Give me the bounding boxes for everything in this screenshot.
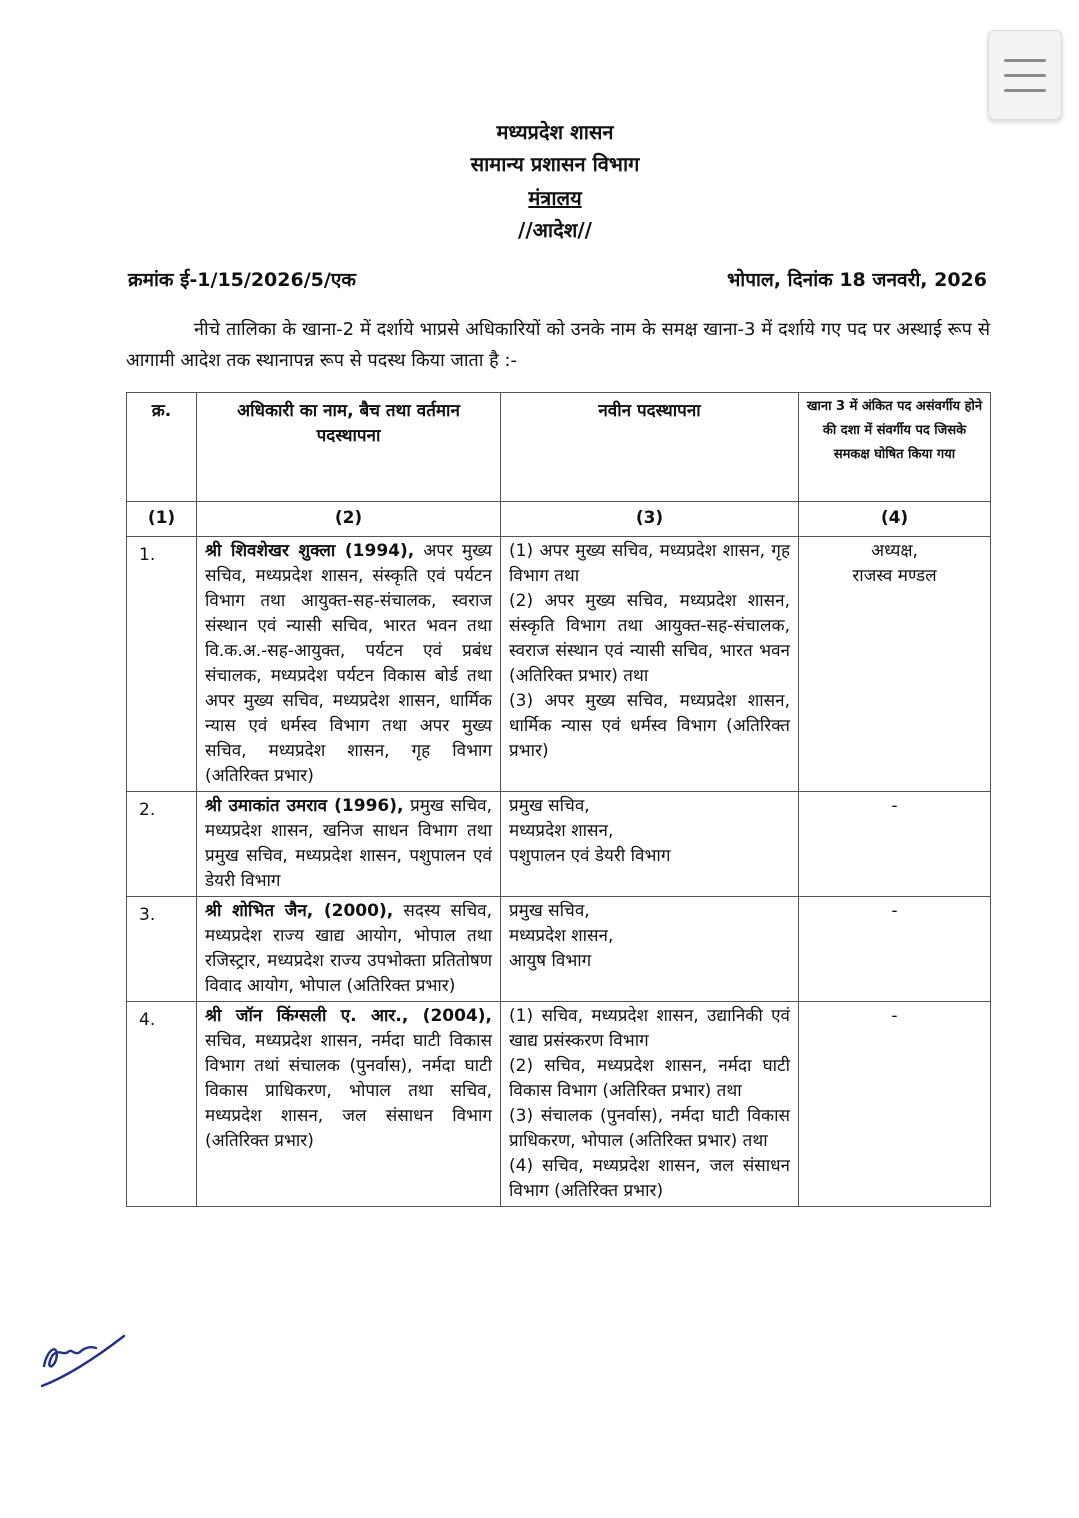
new-posting-item: पशुपालन एवं डेयरी विभाग [509,846,671,866]
new-posting-cell [501,792,799,897]
new-posting-item: (4) सचिव, मध्यप्रदेश शासन, जल संसाधन विभाग (अतिरिक्त प्रभार) [509,1156,790,1201]
menu-line [1004,74,1046,77]
row-serial: 2. [127,792,197,897]
table-header-row [127,393,991,502]
header-officer: अधिकारी का नाम, बैच तथा वर्तमान पदस्थापना [197,393,501,502]
officer-cell [197,792,501,897]
table-row [127,897,991,1002]
row-serial: 4. [127,1002,197,1207]
order-intro-paragraph: नीचे तालिका के खाना-2 में दर्शाये भाप्रसे अधिकारियों को उनके नाम के समक्ष खाना-3 में दर्शाये गए पद पर अस्थाई रूप से आगामी आदेश तक स्थानापन्न रूप से पदस्थ किया जाता है :- [126,319,990,371]
officer-current-posting: प्रमुख सचिव, मध्यप्रदेश शासन, खनिज साधन विभाग तथा प्रमुख सचिव, मध्यप्रदेश शासन, पशुपालन एवं डेयरी विभाग [205,796,492,891]
new-posting-item: प्रमुख सचिव, [509,901,590,921]
table-row [127,1002,991,1207]
officer-current-posting: अपर मुख्य सचिव, मध्यप्रदेश शासन, संस्कृति एवं पर्यटन विभाग तथा आयुक्त-सह-संचालक, स्वराज संस्थान एवं न्यासी सचिव, भारत भवन तथा वि.क.अ.-सह-आयुक्त, पर्यटन एवं प्रबंध संचालक, मध्यप्रदेश पर्यटन विकास बोर्ड तथा अपर मुख्य सचिव, मध्यप्रदेश शासन, धार्मिक न्यास एवं धर्मस्व विभाग तथा अपर मुख्य सचिव, मध्यप्रदेश शासन, गृह विभाग (अतिरिक्त प्रभार) [205,541,492,786]
new-posting-item: (3) अपर मुख्य सचिव, मध्यप्रदेश शासन, धार्मिक न्यास एवं धर्मस्व विभाग (अतिरिक्त प्रभार) [509,691,790,761]
equivalent-post-line: - [891,901,898,921]
row-serial: 1. [127,537,197,792]
column-number: (3) [501,502,799,537]
officer-cell [197,537,501,792]
handwritten-signature-icon [38,1326,128,1390]
officer-name: श्री जॉन किंग्सली ए. आर., (2004), [205,1006,492,1026]
officer-name: श्री शिवशेखर शुक्ला (1994), [205,541,415,561]
column-number: (1) [127,502,197,537]
officer-current-posting: सदस्य सचिव, मध्यप्रदेश राज्य खाद्य आयोग, भोपाल तथा रजिस्ट्रार, मध्यप्रदेश राज्य उपभोक्ता प्रतितोषण विवाद आयोग, भोपाल (अतिरिक्त प्रभार) [205,901,492,996]
officer-name: श्री शोभित जैन, (2000), [205,901,394,921]
equivalent-post-cell [799,792,991,897]
equivalent-post-line: - [891,796,898,816]
table-row [127,792,991,897]
officer-cell [197,897,501,1002]
order-title: //आदेश// [518,218,592,242]
ministry-title: मंत्रालय [528,186,582,210]
new-posting-cell [501,1002,799,1207]
new-posting-item: (1) अपर मुख्य सचिव, मध्यप्रदेश शासन, गृह विभाग तथा [509,541,790,586]
column-number: (4) [799,502,991,537]
table-row [127,537,991,792]
new-posting-item: (2) अपर मुख्य सचिव, मध्यप्रदेश शासन, संस्कृति विभाग तथा आयुक्त-सह-संचालक, स्वराज संस्थान एवं न्यासी सचिव, भारत भवन (अतिरिक्त प्रभार) तथा [509,591,790,686]
equivalent-post-line: - [891,1006,898,1026]
order-ref-number: क्रमांक ई-1/15/2026/5/एक [128,269,356,291]
equivalent-post-line: राजस्व मण्डल [852,566,937,586]
row-serial: 3. [127,897,197,1002]
new-posting-item: (2) सचिव, मध्यप्रदेश शासन, नर्मदा घाटी विकास विभाग (अतिरिक्त प्रभार) तथा [509,1056,790,1101]
menu-line [1004,59,1046,62]
new-posting-item: (1) सचिव, मध्यप्रदेश शासन, उद्यानिकी एवं खाद्य प्रसंस्करण विभाग [509,1006,790,1051]
equivalent-post-cell [799,1002,991,1207]
new-posting-item: मध्यप्रदेश शासन, [509,821,614,841]
officer-cell [197,1002,501,1207]
equivalent-post-cell [799,897,991,1002]
officer-current-posting: सचिव, मध्यप्रदेश शासन, नर्मदा घाटी विकास विभाग तथां संचालक (पुनर्वास), नर्मदा घाटी विकास प्राधिकरण, भोपाल तथा सचिव, मध्यप्रदेश शासन, जल संसाधन विभाग (अतिरिक्त प्रभार) [205,1031,492,1151]
menu-line [1004,89,1046,92]
new-posting-item: (3) संचालक (पुनर्वास), नर्मदा घाटी विकास प्राधिकरण, भोपाल (अतिरिक्त प्रभार) तथा [509,1106,790,1151]
new-posting-item: आयुष विभाग [509,951,592,971]
header-new-posting: नवीन पदस्थापना [501,393,799,502]
new-posting-item: प्रमुख सचिव, [509,796,590,816]
equivalent-post-cell [799,537,991,792]
new-posting-cell [501,537,799,792]
department-title: सामान्य प्रशासन विभाग [470,152,640,176]
header-equivalent-post: खाना 3 में अंकित पद असंवर्गीय होने की दशा में संवर्गीय पद जिसके समकक्ष घोषित किया गया [799,393,991,502]
order-place-date: भोपाल, दिनांक 18 जनवरी, 2026 [726,269,987,291]
hamburger-menu-icon[interactable] [988,30,1062,120]
govt-title: मध्यप्रदेश शासन [496,120,614,144]
equivalent-post-line: अध्यक्ष, [871,541,918,561]
column-number-row [127,502,991,537]
column-number: (2) [197,502,501,537]
posting-table [126,392,991,1207]
header-serial: क्र. [127,393,197,502]
officer-name: श्री उमाकांत उमराव (1996), [205,796,404,816]
new-posting-cell [501,897,799,1002]
new-posting-item: मध्यप्रदेश शासन, [509,926,614,946]
